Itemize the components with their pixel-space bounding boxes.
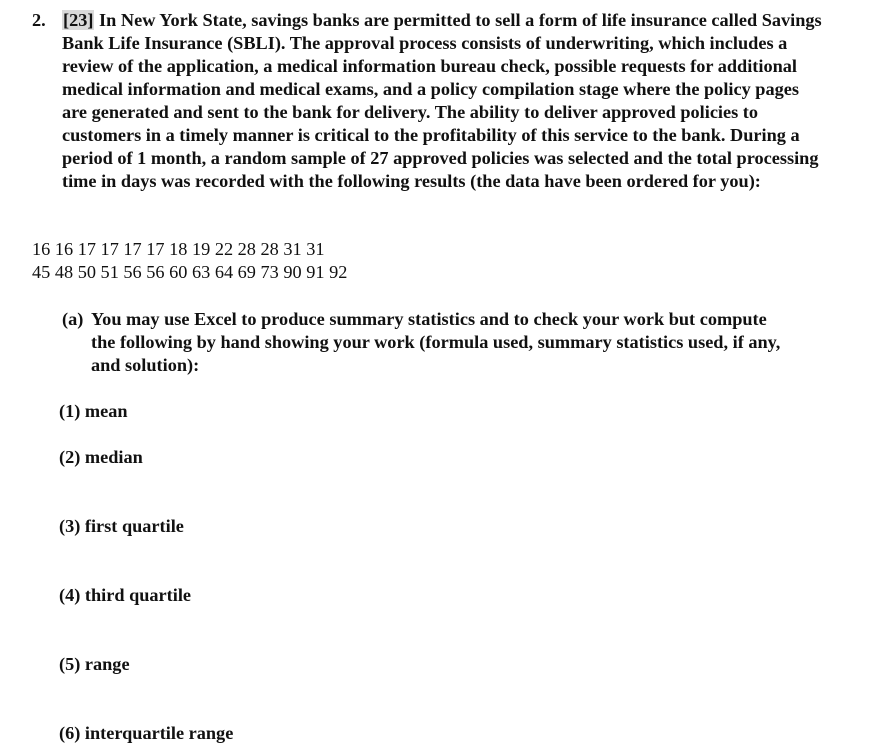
item-first-quartile: (3) first quartile: [59, 516, 184, 536]
question-text: In New York State, savings banks are permitted to sell a form of life insurance called Savings Bank Life Insurance (SBLI). The approval process consists of underwriting, which includes a review of the application, a medical information bureau check, possible requests for additional medical information and medical exams, and a policy compilation stage where the policy pages are generated and sent to the bank for delivery. The ability to deliver approved policies to customers in a timely manner is critical to the profitability of this service to the bank. During a period of 1 month, a random sample of 27 approved policies was selected and the total processing time in days was recorded with the following results (the data have been ordered for you):: [62, 10, 822, 191]
item-median: (2) median: [59, 447, 143, 467]
data-line-1: 16 16 17 17 17 17 18 19 22 28 28 31 31: [32, 239, 325, 259]
item-mean: (1) mean: [59, 401, 128, 421]
item-third-quartile: (4) third quartile: [59, 585, 192, 605]
part-a: [62, 308, 782, 377]
item-range: (5) range: [59, 654, 130, 674]
data-line-2: 45 48 50 51 56 56 60 63 64 69 73 90 91 92: [32, 262, 348, 282]
question-2: [32, 9, 822, 193]
item-interquartile-range: (6) interquartile range: [59, 723, 234, 743]
question-body: [62, 9, 822, 193]
points-badge: [23]: [63, 10, 94, 30]
data-values: [32, 238, 347, 284]
question-number: 2.: [32, 10, 46, 30]
part-a-label: (a): [62, 309, 84, 329]
part-a-text: You may use Excel to produce summary statistics and to check your work but compute the following by hand showing your work (formula used, summary statistics used, if any, and solution):: [91, 309, 781, 375]
